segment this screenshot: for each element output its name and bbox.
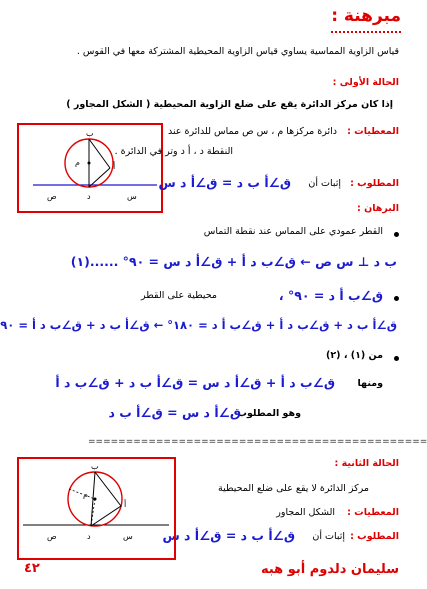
label-a-2: أ — [124, 500, 127, 509]
bullet-2 — [394, 296, 399, 301]
case2-givens-text: الشكل المجاور — [276, 507, 335, 518]
label-d: د — [87, 192, 91, 201]
case2-givens-label: المعطيات : — [347, 507, 399, 518]
center-point-2 — [94, 498, 97, 501]
proof-label: البرهان : — [357, 203, 399, 214]
chord-ba — [89, 139, 110, 168]
label-b-2: ب — [91, 462, 99, 471]
required-label: المطلوب : — [350, 178, 399, 189]
label-b: ب — [86, 129, 94, 138]
figure-1-diagram — [19, 125, 161, 211]
page-number: ٤٢ — [24, 561, 40, 576]
case1-heading: الحالة الأولى : — [332, 77, 399, 88]
step4-tail: وهو المطلوب . — [230, 408, 301, 419]
step3-tail: ومنها — [357, 378, 383, 389]
step3-equation: ق∠ب د أ + ق∠أ د س = ق∠أ ب د + ق∠ب د أ — [55, 375, 335, 390]
figure-2-diagram — [19, 459, 174, 558]
figure-1-frame — [17, 123, 163, 213]
theorem-statement: قياس الزاوية المماسية يساوي قياس الزاوية المحيطية المشتركة معها في القوس . — [76, 46, 399, 57]
case1-description: إذا كان مركز الدائرة يقع على ضلع الزاوية المحيطية ( الشكل المجاور ) — [66, 99, 393, 110]
radius-dashed — [69, 489, 95, 499]
figure-2-frame — [17, 457, 176, 560]
step3-text: من (١) ، (٢) — [326, 350, 383, 361]
case2-required-equation: ق∠أ ب د = ق∠أ د س — [162, 528, 295, 543]
case2-required-label: المطلوب : — [350, 531, 399, 542]
page-title: مبرهنة : — [331, 6, 401, 26]
label-d-2: د — [87, 532, 91, 541]
label-s-2: س — [123, 532, 133, 541]
case2-description: مركز الدائرة لا يقع على ضلع المحيطية — [218, 483, 369, 494]
givens-line2: النقطة د ، أ د وتر في الدائرة . — [114, 146, 233, 157]
label-m-2: م — [83, 490, 88, 499]
center-point — [88, 162, 91, 165]
label-s: س — [127, 192, 137, 201]
label-sad: ص — [47, 192, 57, 201]
step2b-equation: ق∠أ ب د + ق∠ب د أ + ق∠ب أ د = ١٨٠° ← ق∠أ ب د + ق∠ب د أ = ٩٠ — [0, 318, 397, 332]
case2-heading: الحالة الثانية : — [334, 458, 399, 469]
label-a: أ — [113, 162, 116, 171]
required-equation: ق∠أ ب د = ق∠أ د س — [158, 175, 291, 190]
author-name: سليمان دلدوم أبو هبه — [260, 562, 399, 577]
separator: ============================================= — [88, 437, 427, 447]
givens-label: المعطيات : — [347, 126, 399, 137]
chord-ba-2 — [95, 472, 121, 506]
step1-equation: ب د ⊥ س ص ← ق∠ب د أ + ق∠أ د س = ٩٠° ......(١) — [70, 254, 397, 269]
bullet-1 — [394, 232, 399, 237]
label-m: م — [75, 158, 80, 167]
givens-line1: دائرة مركزها م ، س ص مماس للدائرة عند — [167, 126, 337, 137]
step4-equation: ق∠أ د س = ق∠أ ب د — [108, 405, 241, 420]
step2-text: محيطية على القطر — [141, 290, 217, 301]
title-underline — [331, 31, 401, 33]
case2-required-text: إثبات أن — [312, 531, 345, 542]
step2-equation: ق∠ب أ د = ٩٠° ، — [278, 288, 383, 303]
required-text: إثبات أن — [308, 178, 341, 189]
step1-text: القطر عمودي على المماس عند نقطة التماس — [203, 226, 383, 237]
label-sad-2: ص — [47, 532, 57, 541]
bullet-3 — [394, 356, 399, 361]
